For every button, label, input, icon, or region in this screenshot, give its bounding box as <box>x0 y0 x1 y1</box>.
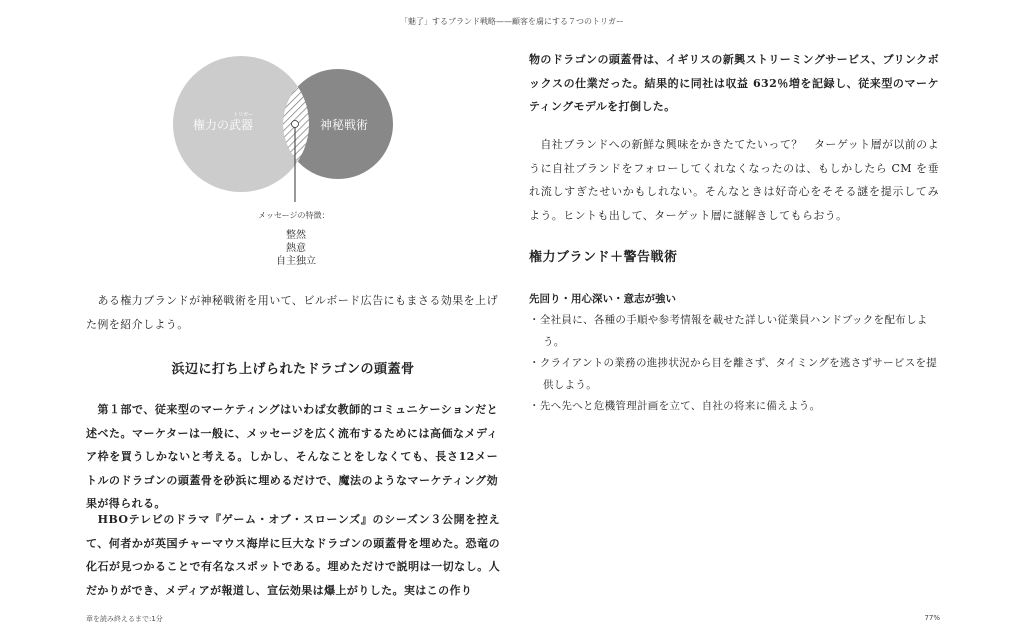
sub-heading-traits: 先回り・用心深い・意志が強い <box>529 293 676 305</box>
bullet-item: ・ 先へ先へと危機管理計画を立て、自社の将来に備えよう。 <box>529 396 941 418</box>
bullet-item: ・ 全社員に、各種の手順や参考情報を載せた詳しい従業員ハンドブックを配布しよう。 <box>529 310 941 353</box>
book-header-title: 「魅了」するブランド戦略——顧客を虜にする７つのトリガー <box>400 17 624 26</box>
left-circle-label: 権力の武器 <box>193 118 254 132</box>
venn-diagram <box>86 52 500 272</box>
bullet-list <box>529 310 941 418</box>
right-paragraph-1: 物のドラゴンの頭蓋骨は、イギリスの新興ストリーミングサービス、ブリンクボックスの仕業だった。結果的に同社は収益 632％増を記録し、従来型のマーケティングモデルを打倒した。 <box>529 53 939 113</box>
left-label-ruby: トリガー <box>233 112 253 118</box>
bullet-item: ・ クライアントの業務の進捗状況から目を離さず、タイミングを逃さずサービスを提供しよう。 <box>529 353 941 396</box>
body-paragraph-2: HBOテレビのドラマ『ゲーム・オブ・スローンズ』のシーズン３公開を控えて、何者かが英国チャーマウス海岸に巨大なドラゴンの頭蓋骨を埋めた。恐竜の化石が見つかることで有名なスポットである。埋めただけで説明は一切なし。人だかりができ、メディアが報道し、宣伝効果は爆上がりした。実はこの作り <box>86 513 500 597</box>
section-heading-warning: 権力ブランド＋警告戦術 <box>529 250 678 265</box>
feature-item: 自主独立 <box>276 256 316 267</box>
reading-time-remaining: 章を読み終えるまで:1分 <box>86 615 163 623</box>
feature-item: 熱意 <box>286 243 306 254</box>
section-heading-dragon: 浜辺に打ち上げられたドラゴンの頭蓋骨 <box>171 362 415 377</box>
intro-paragraph: ある権力ブランドが神秘戦術を用いて、ビルボード広告にもまさる効果を上げた例を紹介しよう。 <box>86 294 498 331</box>
features-title: メッセージの特徴： <box>258 211 330 220</box>
right-paragraph-2: 自社ブランドへの新鮮な興味をかきたてたいって？ ターゲット層が以前のように自社ブランドをフォローしてくれなくなったのは、もしかしたら CM を垂れ流しすぎたせいかもしれない。そんなときは好奇心をそそる謎を提示してみよう。ヒントも出して、ターゲット層に謎解きしてもらおう。 <box>529 138 939 222</box>
pointer-dot <box>292 121 299 128</box>
feature-item: 整然 <box>286 230 306 241</box>
right-circle-label: 神秘戦術 <box>320 118 369 132</box>
reading-progress-percent: 77% <box>924 614 940 622</box>
body-paragraph-1: 第１部で、従来型のマーケティングはいわば女教師的コミュニケーションだと述べた。マーケターは一般に、メッセージを広く流布するためには高価なメディア枠を買うしかないと考える。しかし、そんなことをしなくても、長さ12メートルのドラゴンの頭蓋骨を砂浜に埋めるだけで、魔法のようなマーケティング効果が得られる。 <box>86 403 498 510</box>
